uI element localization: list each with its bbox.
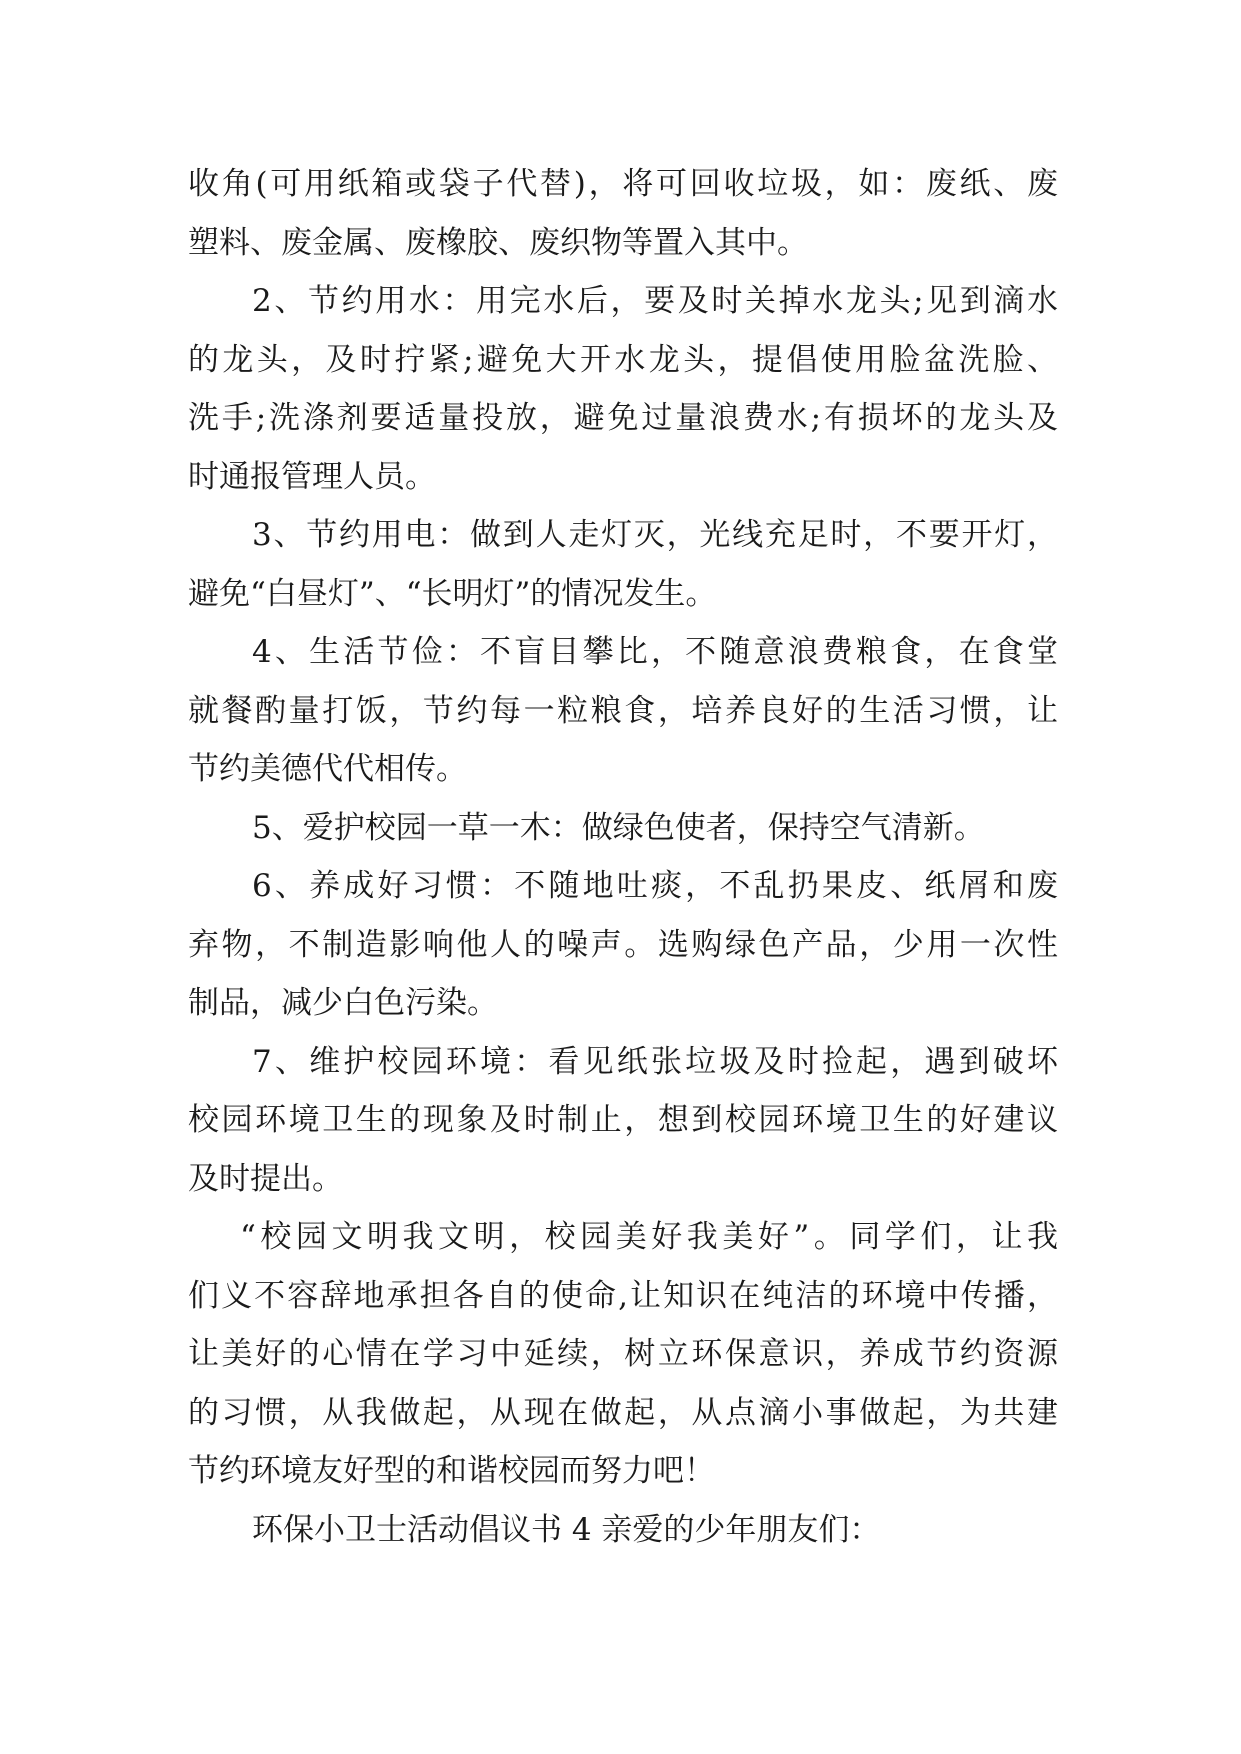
- text-line: 塑料、废金属、废橡胶、废织物等置入其中。: [188, 224, 808, 261]
- paragraph-first-line: 环保小卫士活动倡议书 4 亲爱的少年朋友们：: [252, 1511, 881, 1548]
- text-line: 节约美德代代相传。: [188, 751, 467, 787]
- text-line: 弃物，不制造影响他人的噪声。选购绿色产品，少用一次性: [188, 926, 1058, 963]
- text-line: 让美好的心情在学习中延续，树立环保意识，养成节约资源: [188, 1336, 1058, 1372]
- text-line: 洗手;洗涤剂要适量投放，避免过量浪费水;有损坏的龙头及: [188, 400, 1058, 436]
- text-line: 收角(可用纸箱或袋子代替)，将可回收垃圾，如：废纸、废: [188, 166, 1058, 202]
- text-line: 时通报管理人员。: [188, 458, 436, 495]
- paragraph-first-line: 6、养成好习惯：不随地吐痰，不乱扔果皮、纸屑和废: [252, 868, 1058, 904]
- text-line: 避免“白昼灯”、“长明灯”的情况发生。: [188, 575, 717, 612]
- text-line: 的习惯，从我做起，从现在做起，从点滴小事做起，为共建: [188, 1394, 1058, 1431]
- paragraph-first-line: “校园文明我文明，校园美好我美好”。同学们，让我: [240, 1219, 1058, 1255]
- text-line: 及时提出。: [188, 1160, 343, 1197]
- text-line: 的龙头，及时拧紧;避免大开水龙头，提倡使用脸盆洗脸、: [188, 341, 1058, 378]
- text-line: 们义不容辞地承担各自的使命,让知识在纯洁的环境中传播，: [188, 1277, 1058, 1314]
- paragraph-first-line: 3、节约用电：做到人走灯灭，光线充足时，不要开灯，: [252, 517, 1058, 553]
- paragraph-first-line: 4、生活节俭：不盲目攀比，不随意浪费粮食，在食堂: [252, 634, 1058, 670]
- document-body: [188, 155, 1058, 1559]
- paragraph-first-line: 5、爱护校园一草一木：做绿色使者，保持空气清新。: [252, 809, 985, 846]
- paragraph-first-line: 2、节约用水：用完水后，要及时关掉水龙头;见到滴水: [252, 283, 1058, 319]
- text-line: 节约环境友好型的和谐校园而努力吧！: [188, 1453, 715, 1489]
- text-line: 就餐酌量打饭，节约每一粒粮食，培养良好的生活习惯，让: [188, 692, 1058, 729]
- text-line: 制品，减少白色污染。: [188, 985, 498, 1021]
- text-line: 校园环境卫生的现象及时制止，想到校园环境卫生的好建议: [188, 1102, 1058, 1138]
- paragraph-first-line: 7、维护校园环境：看见纸张垃圾及时捡起，遇到破坏: [252, 1043, 1058, 1080]
